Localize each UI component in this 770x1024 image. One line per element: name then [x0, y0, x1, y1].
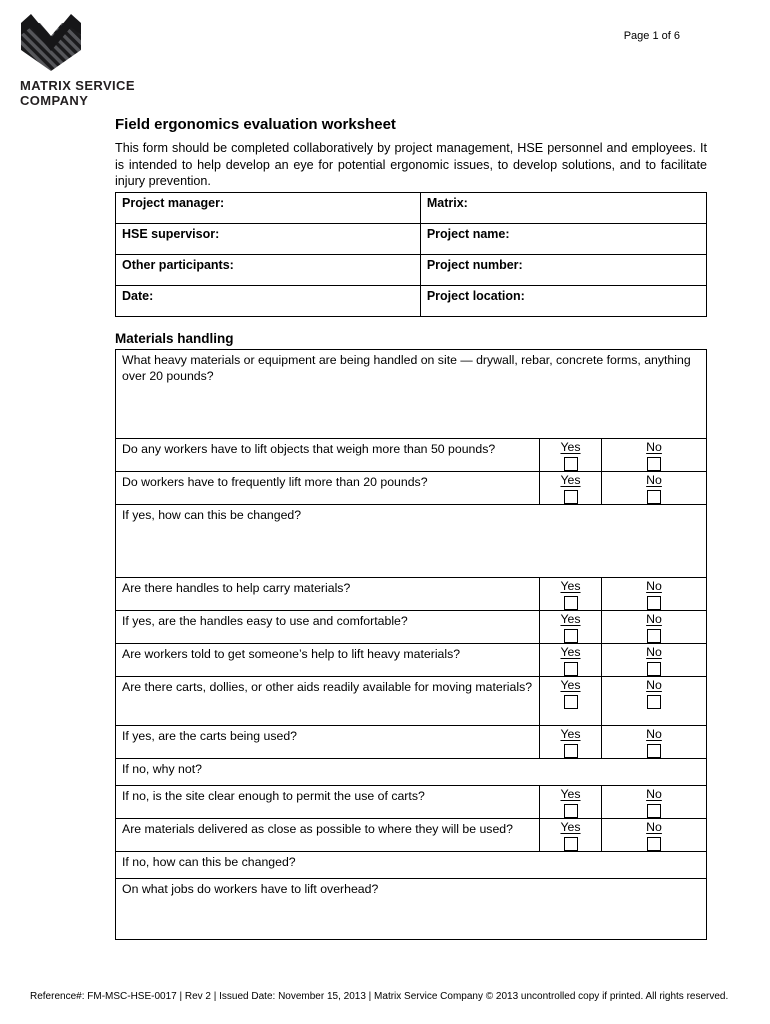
- no-cell: [601, 819, 706, 851]
- no-label: No: [646, 645, 662, 660]
- yes-label: Yes: [560, 473, 581, 488]
- no-checkbox[interactable]: [647, 662, 661, 676]
- form-intro: This form should be completed collaboratively by project management, HSE personnel and employees. It is intended to help develop an eye for potential ergonomic issues, to develop solutions, and to facilitate injury prevention.: [115, 141, 707, 189]
- matrix-logo-icon: [20, 14, 82, 72]
- answer-area[interactable]: [116, 759, 706, 785]
- yes-label: Yes: [560, 440, 581, 455]
- question-text: Are there handles to help carry materials?: [122, 581, 351, 596]
- no-cell: [601, 726, 706, 758]
- no-cell: [601, 677, 706, 725]
- yes-cell: [539, 726, 601, 758]
- project-number-label: Project number:: [426, 258, 523, 273]
- yes-cell: [539, 677, 601, 725]
- info-row: [116, 223, 706, 254]
- project-name-field[interactable]: [420, 224, 706, 254]
- question-text: If no, is the site clear enough to permit the use of carts?: [122, 789, 425, 804]
- no-cell: [601, 578, 706, 610]
- yes-cell: [539, 472, 601, 504]
- no-label: No: [646, 678, 662, 693]
- no-cell: [601, 439, 706, 471]
- date-field[interactable]: [116, 286, 420, 316]
- question-row: [116, 438, 706, 471]
- yes-cell: [539, 644, 601, 676]
- question-row: [116, 758, 706, 785]
- date-label: Date:: [122, 289, 154, 304]
- yes-checkbox[interactable]: [564, 695, 578, 709]
- question-text: Are materials delivered as close as possible to where they will be used?: [122, 822, 513, 837]
- info-row: [116, 285, 706, 316]
- yes-cell: [539, 439, 601, 471]
- yes-checkbox[interactable]: [564, 629, 578, 643]
- yes-cell: [539, 786, 601, 818]
- project-location-field[interactable]: [420, 286, 706, 316]
- no-checkbox[interactable]: [647, 837, 661, 851]
- yes-checkbox[interactable]: [564, 744, 578, 758]
- yes-label: Yes: [560, 787, 581, 802]
- hse-supervisor-field[interactable]: [116, 224, 420, 254]
- no-label: No: [646, 727, 662, 742]
- form-title: Field ergonomics evaluation worksheet: [115, 116, 396, 133]
- yes-checkbox[interactable]: [564, 662, 578, 676]
- project-name-label: Project name:: [426, 227, 510, 242]
- question-text: What heavy materials or equipment are being handled on site — drywall, rebar, concrete forms, anything over 20 pounds?: [122, 353, 691, 383]
- hse-supervisor-label: HSE supervisor:: [122, 227, 220, 242]
- question-text: If yes, how can this be changed?: [122, 508, 302, 523]
- no-checkbox[interactable]: [647, 457, 661, 471]
- no-label: No: [646, 440, 662, 455]
- no-checkbox[interactable]: [647, 629, 661, 643]
- company-name-line2: COMPANY: [20, 93, 89, 109]
- info-row: [116, 254, 706, 285]
- no-checkbox[interactable]: [647, 744, 661, 758]
- question-row: [116, 471, 706, 504]
- answer-area[interactable]: [116, 350, 706, 438]
- question-text: On what jobs do workers have to lift overhead?: [122, 882, 379, 897]
- question-text: Do any workers have to lift objects that weigh more than 50 pounds?: [122, 442, 496, 457]
- matrix-field[interactable]: [420, 193, 706, 223]
- no-cell: [601, 644, 706, 676]
- question-row: [116, 851, 706, 878]
- answer-area[interactable]: [116, 879, 706, 939]
- project-manager-field[interactable]: [116, 193, 420, 223]
- no-checkbox[interactable]: [647, 695, 661, 709]
- question-text: If yes, are the handles easy to use and comfortable?: [122, 614, 408, 629]
- yes-label: Yes: [560, 612, 581, 627]
- yes-label: Yes: [560, 727, 581, 742]
- question-row: [116, 878, 706, 939]
- question-row: [116, 676, 706, 725]
- no-cell: [601, 786, 706, 818]
- question-text: If yes, are the carts being used?: [122, 729, 297, 744]
- yes-checkbox[interactable]: [564, 804, 578, 818]
- info-row: [116, 193, 706, 223]
- question-text: Do workers have to frequently lift more than 20 pounds?: [122, 475, 428, 490]
- yes-label: Yes: [560, 645, 581, 660]
- question-text: If no, how can this be changed?: [122, 855, 296, 870]
- form-content: [115, 116, 707, 940]
- no-label: No: [646, 787, 662, 802]
- document-footer: Reference#: FM-MSC-HSE-0017 | Rev 2 | Issued Date: November 15, 2013 | Matrix Service Company © 2013 uncontrolled copy if printed. All rights reserved.: [30, 991, 729, 1002]
- yes-label: Yes: [560, 579, 581, 594]
- question-text: Are there carts, dollies, or other aids readily available for moving materials?: [122, 680, 533, 695]
- yes-checkbox[interactable]: [564, 596, 578, 610]
- other-participants-field[interactable]: [116, 255, 420, 285]
- yes-cell: [539, 578, 601, 610]
- answer-area[interactable]: [116, 505, 706, 577]
- no-cell: [601, 472, 706, 504]
- no-label: No: [646, 820, 662, 835]
- section-heading-materials-handling: Materials handling: [115, 331, 234, 347]
- company-name: [20, 78, 135, 109]
- question-row: [116, 785, 706, 818]
- question-row: [116, 577, 706, 610]
- no-checkbox[interactable]: [647, 596, 661, 610]
- question-row: [116, 643, 706, 676]
- brand-block: [20, 14, 135, 109]
- project-manager-label: Project manager:: [122, 196, 225, 211]
- project-info-table: [115, 192, 707, 317]
- no-checkbox[interactable]: [647, 490, 661, 504]
- yes-checkbox[interactable]: [564, 837, 578, 851]
- project-location-label: Project location:: [426, 289, 525, 304]
- question-text: If no, why not?: [122, 762, 202, 777]
- question-row: [116, 504, 706, 577]
- question-row: [116, 818, 706, 851]
- yes-label: Yes: [560, 678, 581, 693]
- no-label: No: [646, 473, 662, 488]
- yes-cell: [539, 611, 601, 643]
- yes-checkbox[interactable]: [564, 457, 578, 471]
- page-indicator: Page 1 of 6: [623, 30, 680, 42]
- no-checkbox[interactable]: [647, 804, 661, 818]
- question-row: [116, 350, 706, 438]
- question-text: Are workers told to get someone’s help to lift heavy materials?: [122, 647, 461, 662]
- other-participants-label: Other participants:: [122, 258, 234, 273]
- no-label: No: [646, 579, 662, 594]
- no-cell: [601, 611, 706, 643]
- yes-checkbox[interactable]: [564, 490, 578, 504]
- answer-area[interactable]: [116, 852, 706, 878]
- question-row: [116, 725, 706, 758]
- yes-cell: [539, 819, 601, 851]
- yes-label: Yes: [560, 820, 581, 835]
- matrix-label: Matrix:: [426, 196, 468, 211]
- no-label: No: [646, 612, 662, 627]
- project-number-field[interactable]: [420, 255, 706, 285]
- question-row: [116, 610, 706, 643]
- materials-handling-table: [115, 349, 707, 940]
- company-name-line1: MATRIX SERVICE: [20, 78, 135, 93]
